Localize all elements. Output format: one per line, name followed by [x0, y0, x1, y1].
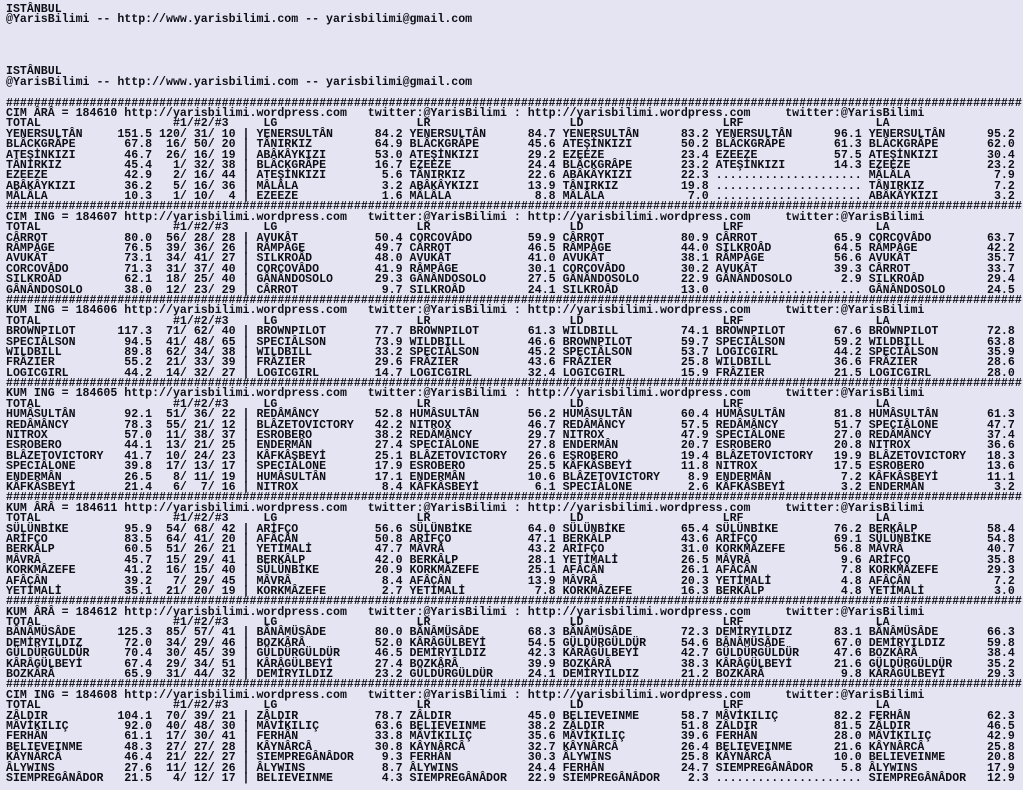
separator-line: ##################################################################################################################################################	[6, 293, 1022, 307]
table-row: SILKROÂD 62.1 18/ 25/ 40 | GÂNÂNDOSOLO 29.3 GÂNÂNDOSOLO 27.5 GÂNÂNDOSOLO 22.9 GÂNÂNDOSOLO 2.9 SILKROÂD 29.4	[6, 273, 1022, 287]
table-row: BLÂCKGRÂPE 67.8 16/ 50/ 20 | TÂNIRKIZ 64.9 BLÂCKGRÂPE 45.6 ATEŞİNKIZI 50.2 BLÂCKGRÂPE 61.3 BLÂCKGRÂPE 62.0	[6, 138, 1022, 152]
table-row: WILDBILL 89.8 62/ 34/ 38 | WILDBILL 33.2 SPECIÂLSON 45.2 SPECIÂLSON 53.7 LOGICGIRL 44.2 SPECIÂLSON 35.9	[6, 345, 1022, 359]
table-row: BLÂZETOVICTORY 41.7 10/ 24/ 23 | KÂFKÂSBEYİ 25.1 BLÂZETOVICTORY 26.6 ESROBERO 19.4 BLÂZETOVICTORY 19.9 BLÂZETOVICTORY 18.3	[6, 449, 1022, 463]
table-row: KORKMÂZEFE 41.2 16/ 15/ 40 | SÜLÜNBİKE 20.9 KORKMÂZEFE 25.1 AFÂCÂN 26.1 AFÂCÂN 7.8 KORKMÂZEFE 29.3	[6, 564, 1022, 578]
table-row: ABÂKÂYKIZI 36.2 5/ 16/ 36 | MÂLÂLA 3.2 ABÂKÂYKIZI 13.9 TÂNIRKIZ 19.8 ..................... TÂNIRKIZ 7.2	[6, 179, 1022, 193]
table-row: ATEŞİNKIZI 46.7 26/ 16/ 19 | ABÂKÂYKIZI 53.0 ATEŞİNKIZI 29.2 EZEEZE 23.4 EZEEZE 57.5 ATEŞİNKIZI 30.4	[6, 148, 1022, 162]
table-row: SPECIÂLONE 39.8 17/ 13/ 17 | SPECIÂLONE 17.9 ESROBERO 25.5 KÂFKÂSBEYİ 11.8 NITROX 17.5 ESROBERO 13.6	[6, 460, 1022, 474]
race-tables	[6, 96, 1023, 785]
table-row: NITROX 57.0 11/ 38/ 37 | ESROBERO 38.2 REDÂMÂNCY 29.7 NITROX 47.9 SPECIÂLONE 27.0 REDÂMÂNCY 37.4	[6, 429, 1022, 443]
table-row: FRÂZIER 55.2 21/ 33/ 39 | FRÂZIER 29.6 FRÂZIER 43.6 FRÂZIER 25.8 WILDBILL 36.6 FRÂZIER 28.6	[6, 356, 1022, 370]
table-row: ARİFÇO 83.5 64/ 41/ 20 | AFÂCÂN 50.8 ARİFÇO 47.1 BERKÂLP 43.6 ARİFÇO 69.1 SÜLÜNBİKE 54.8	[6, 532, 1022, 546]
table-row: BERKÂLP 60.5 51/ 26/ 21 | YETİMALİ 47.7 MÂVRÂ 43.2 ARİFÇO 31.0 KORKMÂZEFE 56.8 MÂVRÂ 40.7	[6, 543, 1022, 557]
table-row: SÜLÜNBİKE 95.9 54/ 68/ 42 | ARİFÇO 56.6 SÜLÜNBİKE 64.0 SÜLÜNBİKE 65.4 SÜLÜNBİKE 76.2 BERKÂLP 58.4	[6, 522, 1022, 536]
race-table-184612	[6, 597, 1023, 680]
table-columns-header: TOTAL #1/#2/#3 LG LR LD LRF LA	[6, 221, 1022, 235]
table-row: RÂMPÂGE 76.5 39/ 36/ 26 | RÂMPÂGE 49.7 CÂRROT 46.5 RÂMPÂGE 44.0 SILKROÂD 64.5 RÂMPÂGE 42.2	[6, 242, 1022, 256]
byline: @YarisBilimi -- http://www.yarisbilimi.com -- yarisbilimi@gmail.com	[6, 75, 473, 89]
table-columns-header: TOTAL #1/#2/#3 LG LR LD LRF LA	[6, 314, 1022, 328]
table-row: CORCOVÂDO 71.3 31/ 37/ 40 | CORCOVÂDO 41.9 RÂMPÂGE 30.1 CORCOVÂDO 30.2 AVUKÂT 39.3 CÂRROT 33.7	[6, 262, 1022, 276]
race-table-184608	[6, 680, 1023, 784]
table-row: ÂLYWINS 27.6 11/ 12/ 26 | ÂLYWINS 8.7 ÂLYWINS 24.4 FERHÂN 24.7 SIEMPREGÂNÂDOR 5.8 ÂLYWINS 17.9	[6, 761, 1022, 775]
table-title: CIM ING = 184607 http://yarisbilimi.wordpress.com twitter:@YarisBilimi : http://yarisbilimi.wordpress.com twitter:@YarisBilimi	[6, 210, 925, 224]
table-row: KÂRÂGÜLBEYİ 67.4 29/ 34/ 51 | KÂRÂGÜLBEYİ 27.4 BOZKÂRÂ 39.9 BOZKÂRÂ 38.3 KÂRÂGÜLBEYİ 21.6 GÜLDÜRGÜLDÜR 35.2	[6, 657, 1022, 671]
table-row: AVUKÂT 73.1 34/ 41/ 27 | SILKROÂD 48.0 AVUKÂT 41.0 AVUKÂT 38.1 RÂMPÂGE 56.6 AVUKÂT 35.7	[6, 252, 1022, 266]
table-row: AFÂCÂN 39.2 7/ 29/ 45 | MÂVRÂ 8.4 AFÂCÂN 13.9 MÂVRÂ 20.3 YETİMALİ 4.8 AFÂCÂN 7.2	[6, 574, 1022, 588]
table-row: DEMİRYILDIZ 72.0 34/ 29/ 46 | BOZKÂRÂ 52.0 KÂRÂGÜLBEYİ 54.5 GÜLDÜRGÜLDÜR 54.6 BÂNÂMÜSÂDE 67.0 DEMİRYILDIZ 59.8	[6, 636, 1022, 650]
separator-line: ##################################################################################################################################################	[6, 678, 1022, 692]
table-row: BROWNPILOT 117.3 71/ 62/ 40 | BROWNPILOT 77.7 BROWNPILOT 61.3 WILDBILL 74.1 BROWNPILOT 67.6 BROWNPILOT 72.8	[6, 325, 1022, 339]
table-row: ENDERMÂN 26.5 8/ 11/ 19 | HUMÂSULTÂN 17.1 ENDERMÂN 10.6 BLÂZETOVICTORY 8.9 ENDERMÂN 7.2 KÂFKÂSBEYİ 11.1	[6, 470, 1022, 484]
table-row: YENERSULTÂN 151.5 120/ 31/ 10 | YENERSULTÂN 84.2 YENERSULTÂN 84.7 YENERSULTÂN 83.2 YENERSULTÂN 96.1 YENERSULTÂN 95.2	[6, 127, 1022, 141]
table-row: SPECIÂLSON 94.5 41/ 48/ 65 | SPECIÂLSON 73.9 WILDBILL 46.6 BROWNPILOT 59.7 SPECIÂLSON 59.2 WILDBILL 63.8	[6, 335, 1022, 349]
race-table-184605	[6, 379, 1023, 493]
table-columns-header: TOTAL #1/#2/#3 LG LR LD LRF LA	[6, 117, 1022, 131]
table-columns-header: TOTAL #1/#2/#3 LG LR LD LRF LA	[6, 699, 1022, 713]
table-row: ZÂLDIR 104.1 70/ 39/ 21 | ZÂLDIR 78.7 ZÂLDIR 45.0 BELIEVEINME 58.7 MÂVİKILIÇ 82.2 FERHÂN 62.3	[6, 709, 1022, 723]
table-row: KÂFKÂSBEYİ 21.4 6/ 7/ 16 | NITROX 8.4 KÂFKÂSBEYİ 6.1 SPECIÂLONE 2.6 KÂFKÂSBEYİ 3.2 ENDERMÂN 3.2	[6, 481, 1022, 494]
table-row: BÂNÂMÜSÂDE 125.3 85/ 57/ 41 | BÂNÂMÜSÂDE 80.0 BÂNÂMÜSÂDE 68.3 BÂNÂMÜSÂDE 72.3 DEMİRYILDIZ 83.1 BÂNÂMÜSÂDE 66.3	[6, 626, 1022, 640]
table-title: KUM ING = 184605 http://yarisbilimi.wordpress.com twitter:@YarisBilimi : http://yarisbilimi.wordpress.com twitter:@YarisBilimi	[6, 387, 925, 401]
table-row: SIEMPREGÂNÂDOR 21.5 4/ 12/ 17 | BELIEVEINME 4.3 SIEMPREGÂNÂDOR 22.9 SIEMPREGÂNÂDOR 2.3 ..................... SIEMPREGÂNÂDOR 12.9	[6, 771, 1022, 785]
table-row: BELIEVEINME 48.3 27/ 27/ 28 | KÂYNÂRCÂ 30.8 KÂYNÂRCÂ 32.7 KÂYNÂRCÂ 26.4 BELIEVEINME 21.6 KÂYNÂRCÂ 25.8	[6, 740, 1022, 754]
table-row: FERHÂN 61.1 17/ 30/ 41 | FERHÂN 33.8 MÂVİKILIÇ 35.6 MÂVİKILIÇ 39.6 FERHÂN 28.0 MÂVİKILIÇ 42.9	[6, 730, 1022, 744]
table-row: ESROBERO 44.1 13/ 21/ 25 | ENDERMÂN 27.4 SPECIÂLONE 27.8 ENDERMÂN 20.7 ESROBERO 20.8 NITROX 36.6	[6, 439, 1022, 453]
separator-line: ##################################################################################################################################################	[6, 377, 1022, 391]
spacer	[6, 26, 1023, 68]
race-table-184610	[6, 96, 1023, 204]
table-columns-header: TOTAL #1/#2/#3 LG LR LD LRF LA	[6, 512, 1022, 526]
race-table-184607	[6, 202, 1023, 296]
table-row: CÂRROT 80.0 56/ 28/ 28 | AVUKÂT 50.4 CORCOVÂDO 59.9 CÂRROT 80.9 CÂRROT 65.9 CORCOVÂDO 63.7	[6, 231, 1022, 245]
table-title: KUM ING = 184606 http://yarisbilimi.wordpress.com twitter:@YarisBilimi : http://yarisbilimi.wordpress.com twitter:@YarisBilimi	[6, 304, 925, 318]
table-row: LOGICGIRL 44.2 14/ 32/ 27 | LOGICGIRL 14.7 LOGICGIRL 32.4 LOGICGIRL 15.9 FRÂZIER 21.5 LOGICGIRL 28.0	[6, 366, 1022, 380]
table-title: KUM ÂRÂ = 184612 http://yarisbilimi.wordpress.com twitter:@YarisBilimi : http://yarisbilimi.wordpress.com twitter:@YarisBilimi	[6, 605, 925, 619]
table-title: KUM ÂRÂ = 184611 http://yarisbilimi.wordpress.com twitter:@YarisBilimi : http://yarisbilimi.wordpress.com twitter:@YarisBilimi	[6, 501, 925, 515]
byline: @YarisBilimi -- http://www.yarisbilimi.com -- yarisbilimi@gmail.com	[6, 13, 473, 27]
table-row: MÂVRÂ 45.7 15/ 29/ 41 | BERKÂLP 42.0 BERKÂLP 28.1 YETİMALİ 26.5 MÂVRÂ 9.6 ARİFÇO 35.8	[6, 553, 1022, 567]
race-table-184606	[6, 293, 1023, 380]
table-title: CIM ÂRÂ = 184610 http://yarisbilimi.wordpress.com twitter:@YarisBilimi : http://yarisbilimi.wordpress.com twitter:@YarisBilimi	[6, 106, 925, 120]
separator-line: ##################################################################################################################################################	[6, 595, 1022, 609]
table-row: YETİMALİ 35.1 21/ 20/ 19 | KORKMÂZEFE 2.7 YETİMALİ 7.8 KORKMÂZEFE 16.3 BERKÂLP 4.8 YETİMALİ 3.0	[6, 584, 1022, 598]
city-line: ISTÂNBUL	[6, 3, 62, 16]
table-row: BOZKÂRÂ 65.9 31/ 44/ 32 | DEMİRYILDIZ 23.2 GÜLDÜRGÜLDÜR 24.1 DEMİRYILDIZ 21.2 BOZKÂRÂ 9.8 KÂRÂGÜLBEYİ 29.3	[6, 668, 1022, 682]
city-line: ISTÂNBUL	[6, 65, 62, 79]
table-columns-header: TOTAL #1/#2/#3 LG LR LD LRF LA	[6, 397, 1022, 411]
separator-line: ##################################################################################################################################################	[6, 200, 1022, 214]
table-row: MÂVİKILIÇ 92.0 40/ 48/ 30 | MÂVİKILIÇ 63.6 BELIEVEINME 38.2 ZÂLDIR 51.8 ZÂLDIR 81.5 ZÂLDIR 46.5	[6, 719, 1022, 733]
table-row: TÂNIRKIZ 45.4 1/ 32/ 38 | BLÂCKGRÂPE 16.7 EZEEZE 24.4 BLÂCKGRÂPE 23.2 ATEŞİNKIZI 14.3 EZEEZE 23.2	[6, 158, 1022, 172]
table-row: HUMÂSULTÂN 92.1 51/ 36/ 22 | REDÂMÂNCY 52.8 HUMÂSULTÂN 56.2 HUMÂSULTÂN 60.4 HUMÂSULTÂN 81.8 HUMÂSULTÂN 61.3	[6, 408, 1022, 422]
table-row: REDÂMÂNCY 78.3 55/ 21/ 12 | BLÂZETOVICTORY 42.2 NITROX 46.7 REDÂMÂNCY 57.5 REDÂMÂNCY 51.7 SPECIÂLONE 47.7	[6, 418, 1022, 432]
race-table-184611	[6, 493, 1023, 597]
separator-line: ##################################################################################################################################################	[6, 96, 1022, 110]
table-row: MÂLÂLA 10.3 1/ 10/ 4 | EZEEZE 1.6 MÂLÂLA 8.8 MÂLÂLA 7.0 ..................... ABÂKÂYKIZI 3.2	[6, 190, 1022, 204]
table-columns-header: TOTAL #1/#2/#3 LG LR LD LRF LA	[6, 616, 1022, 630]
table-row: GÂNÂNDOSOLO 38.0 12/ 23/ 29 | CÂRROT 9.7 SILKROÂD 24.1 SILKROÂD 13.0 ..................... GÂNÂNDOSOLO 24.5	[6, 283, 1022, 297]
table-row: GÜLDÜRGÜLDÜR 70.4 30/ 45/ 39 | GÜLDÜRGÜLDÜR 46.5 DEMİRYILDIZ 42.3 KÂRÂGÜLBEYİ 42.7 GÜLDÜRGÜLDÜR 47.6 BOZKÂRÂ 38.4	[6, 647, 1022, 661]
table-row: EZEEZE 42.9 2/ 16/ 44 | ATEŞİNKIZI 5.6 TÂNIRKIZ 22.6 ABÂKÂYKIZI 22.3 ..................... MÂLÂLA 7.9	[6, 169, 1022, 183]
separator-line: ##################################################################################################################################################	[6, 491, 1022, 505]
table-row: KÂYNÂRCÂ 46.4 21/ 22/ 27 | SIEMPREGÂNÂDOR 9.3 FERHÂN 30.3 ÂLYWINS 25.8 KÂYNÂRCÂ 10.0 BELIEVEINME 20.8	[6, 751, 1022, 765]
table-title: CIM ING = 184608 http://yarisbilimi.wordpress.com twitter:@YarisBilimi : http://yarisbilimi.wordpress.com twitter:@YarisBilimi	[6, 688, 925, 702]
